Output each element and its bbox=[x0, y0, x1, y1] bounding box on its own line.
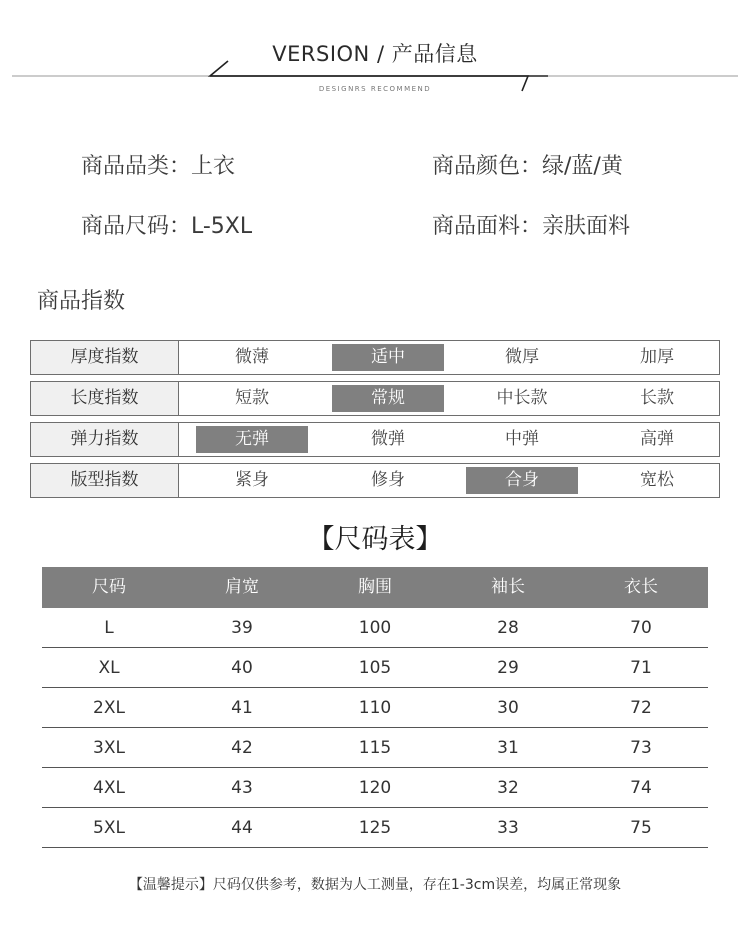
size-table-cell: 105 bbox=[358, 658, 392, 678]
index-option: 宽松 bbox=[640, 470, 674, 490]
size-table-cell: 30 bbox=[497, 698, 519, 718]
size-table-cell: 115 bbox=[358, 738, 392, 758]
size-table-row bbox=[42, 768, 708, 808]
size-table-row bbox=[42, 808, 708, 848]
size-table-cell: 43 bbox=[231, 778, 253, 798]
size-table-cell: 73 bbox=[630, 738, 652, 758]
size-table-cell: 110 bbox=[358, 698, 392, 718]
index-option: 长款 bbox=[640, 388, 674, 408]
size-table-cell: 5XL bbox=[93, 818, 125, 838]
index-row bbox=[30, 422, 720, 457]
index-row bbox=[30, 381, 720, 416]
size-table-cell: 41 bbox=[231, 698, 253, 718]
size-table-cell: 39 bbox=[231, 618, 253, 638]
size-table-cell: 44 bbox=[231, 818, 253, 838]
size-note: 【温馨提示】尺码仅供参考，数据为人工测量，存在1-3cm误差，均属正常现象 bbox=[128, 877, 622, 893]
index-option: 微厚 bbox=[505, 347, 539, 367]
size-table-cell: 120 bbox=[358, 778, 392, 798]
index-option: 中长款 bbox=[496, 388, 548, 408]
index-row bbox=[30, 340, 720, 375]
index-option: 微薄 bbox=[235, 347, 269, 367]
index-option-selected: 常规 bbox=[332, 385, 444, 412]
size-chart-heading: 【尺码表】 bbox=[307, 524, 443, 555]
size-table-row bbox=[42, 648, 708, 688]
page-title: VERSION / 产品信息 bbox=[272, 42, 478, 66]
size-table-cell: 32 bbox=[497, 778, 519, 798]
index-option: 紧身 bbox=[235, 470, 269, 490]
size-table-row bbox=[42, 608, 708, 648]
size-table-cell: 71 bbox=[630, 658, 652, 678]
size-table-cell: L bbox=[104, 618, 114, 638]
index-option: 修身 bbox=[371, 470, 405, 490]
size-column-header: 衣长 bbox=[624, 577, 658, 597]
size-table-row bbox=[42, 688, 708, 728]
index-row bbox=[30, 463, 720, 498]
info-color: 商品颜色：绿/蓝/黄 bbox=[432, 154, 623, 179]
index-heading: 商品指数 bbox=[37, 289, 126, 314]
index-row-label: 弹力指数 bbox=[31, 423, 179, 456]
size-column-header: 袖长 bbox=[491, 577, 525, 597]
size-column-header: 肩宽 bbox=[225, 577, 259, 597]
index-option: 短款 bbox=[235, 388, 269, 408]
index-option-selected: 适中 bbox=[332, 344, 444, 371]
info-category: 商品品类：上衣 bbox=[81, 154, 236, 179]
size-table-cell: 2XL bbox=[93, 698, 125, 718]
index-option: 加厚 bbox=[640, 347, 674, 367]
size-table-cell: 31 bbox=[497, 738, 519, 758]
size-table-cell: 42 bbox=[231, 738, 253, 758]
index-option: 高弹 bbox=[640, 429, 674, 449]
size-column-header: 尺码 bbox=[92, 577, 126, 597]
index-option: 微弹 bbox=[371, 429, 405, 449]
index-option-selected: 合身 bbox=[466, 467, 578, 494]
size-table-cell: 70 bbox=[630, 618, 652, 638]
size-table-cell: 33 bbox=[497, 818, 519, 838]
size-table-cell: 29 bbox=[497, 658, 519, 678]
size-table-cell: 75 bbox=[630, 818, 652, 838]
index-option: 中弹 bbox=[505, 429, 539, 449]
index-row-label: 版型指数 bbox=[31, 464, 179, 497]
size-column-header: 胸围 bbox=[358, 577, 392, 597]
size-table-cell: 40 bbox=[231, 658, 253, 678]
size-table-cell: 28 bbox=[497, 618, 519, 638]
size-table-row bbox=[42, 728, 708, 768]
size-table-header bbox=[42, 567, 708, 608]
size-table-cell: 74 bbox=[630, 778, 652, 798]
info-fabric: 商品面料：亲肤面料 bbox=[432, 214, 631, 239]
index-row-label: 长度指数 bbox=[31, 382, 179, 415]
size-table-cell: XL bbox=[98, 658, 120, 678]
size-table-cell: 3XL bbox=[93, 738, 125, 758]
index-row-label: 厚度指数 bbox=[31, 341, 179, 374]
size-table-cell: 100 bbox=[358, 618, 392, 638]
page-subtitle: DESIGNRS RECOMMEND bbox=[318, 85, 432, 93]
size-table-cell: 4XL bbox=[93, 778, 125, 798]
index-option-selected: 无弹 bbox=[196, 426, 308, 453]
size-table-cell: 72 bbox=[630, 698, 652, 718]
info-size: 商品尺码：L-5XL bbox=[81, 214, 253, 239]
size-table-cell: 125 bbox=[358, 818, 392, 838]
